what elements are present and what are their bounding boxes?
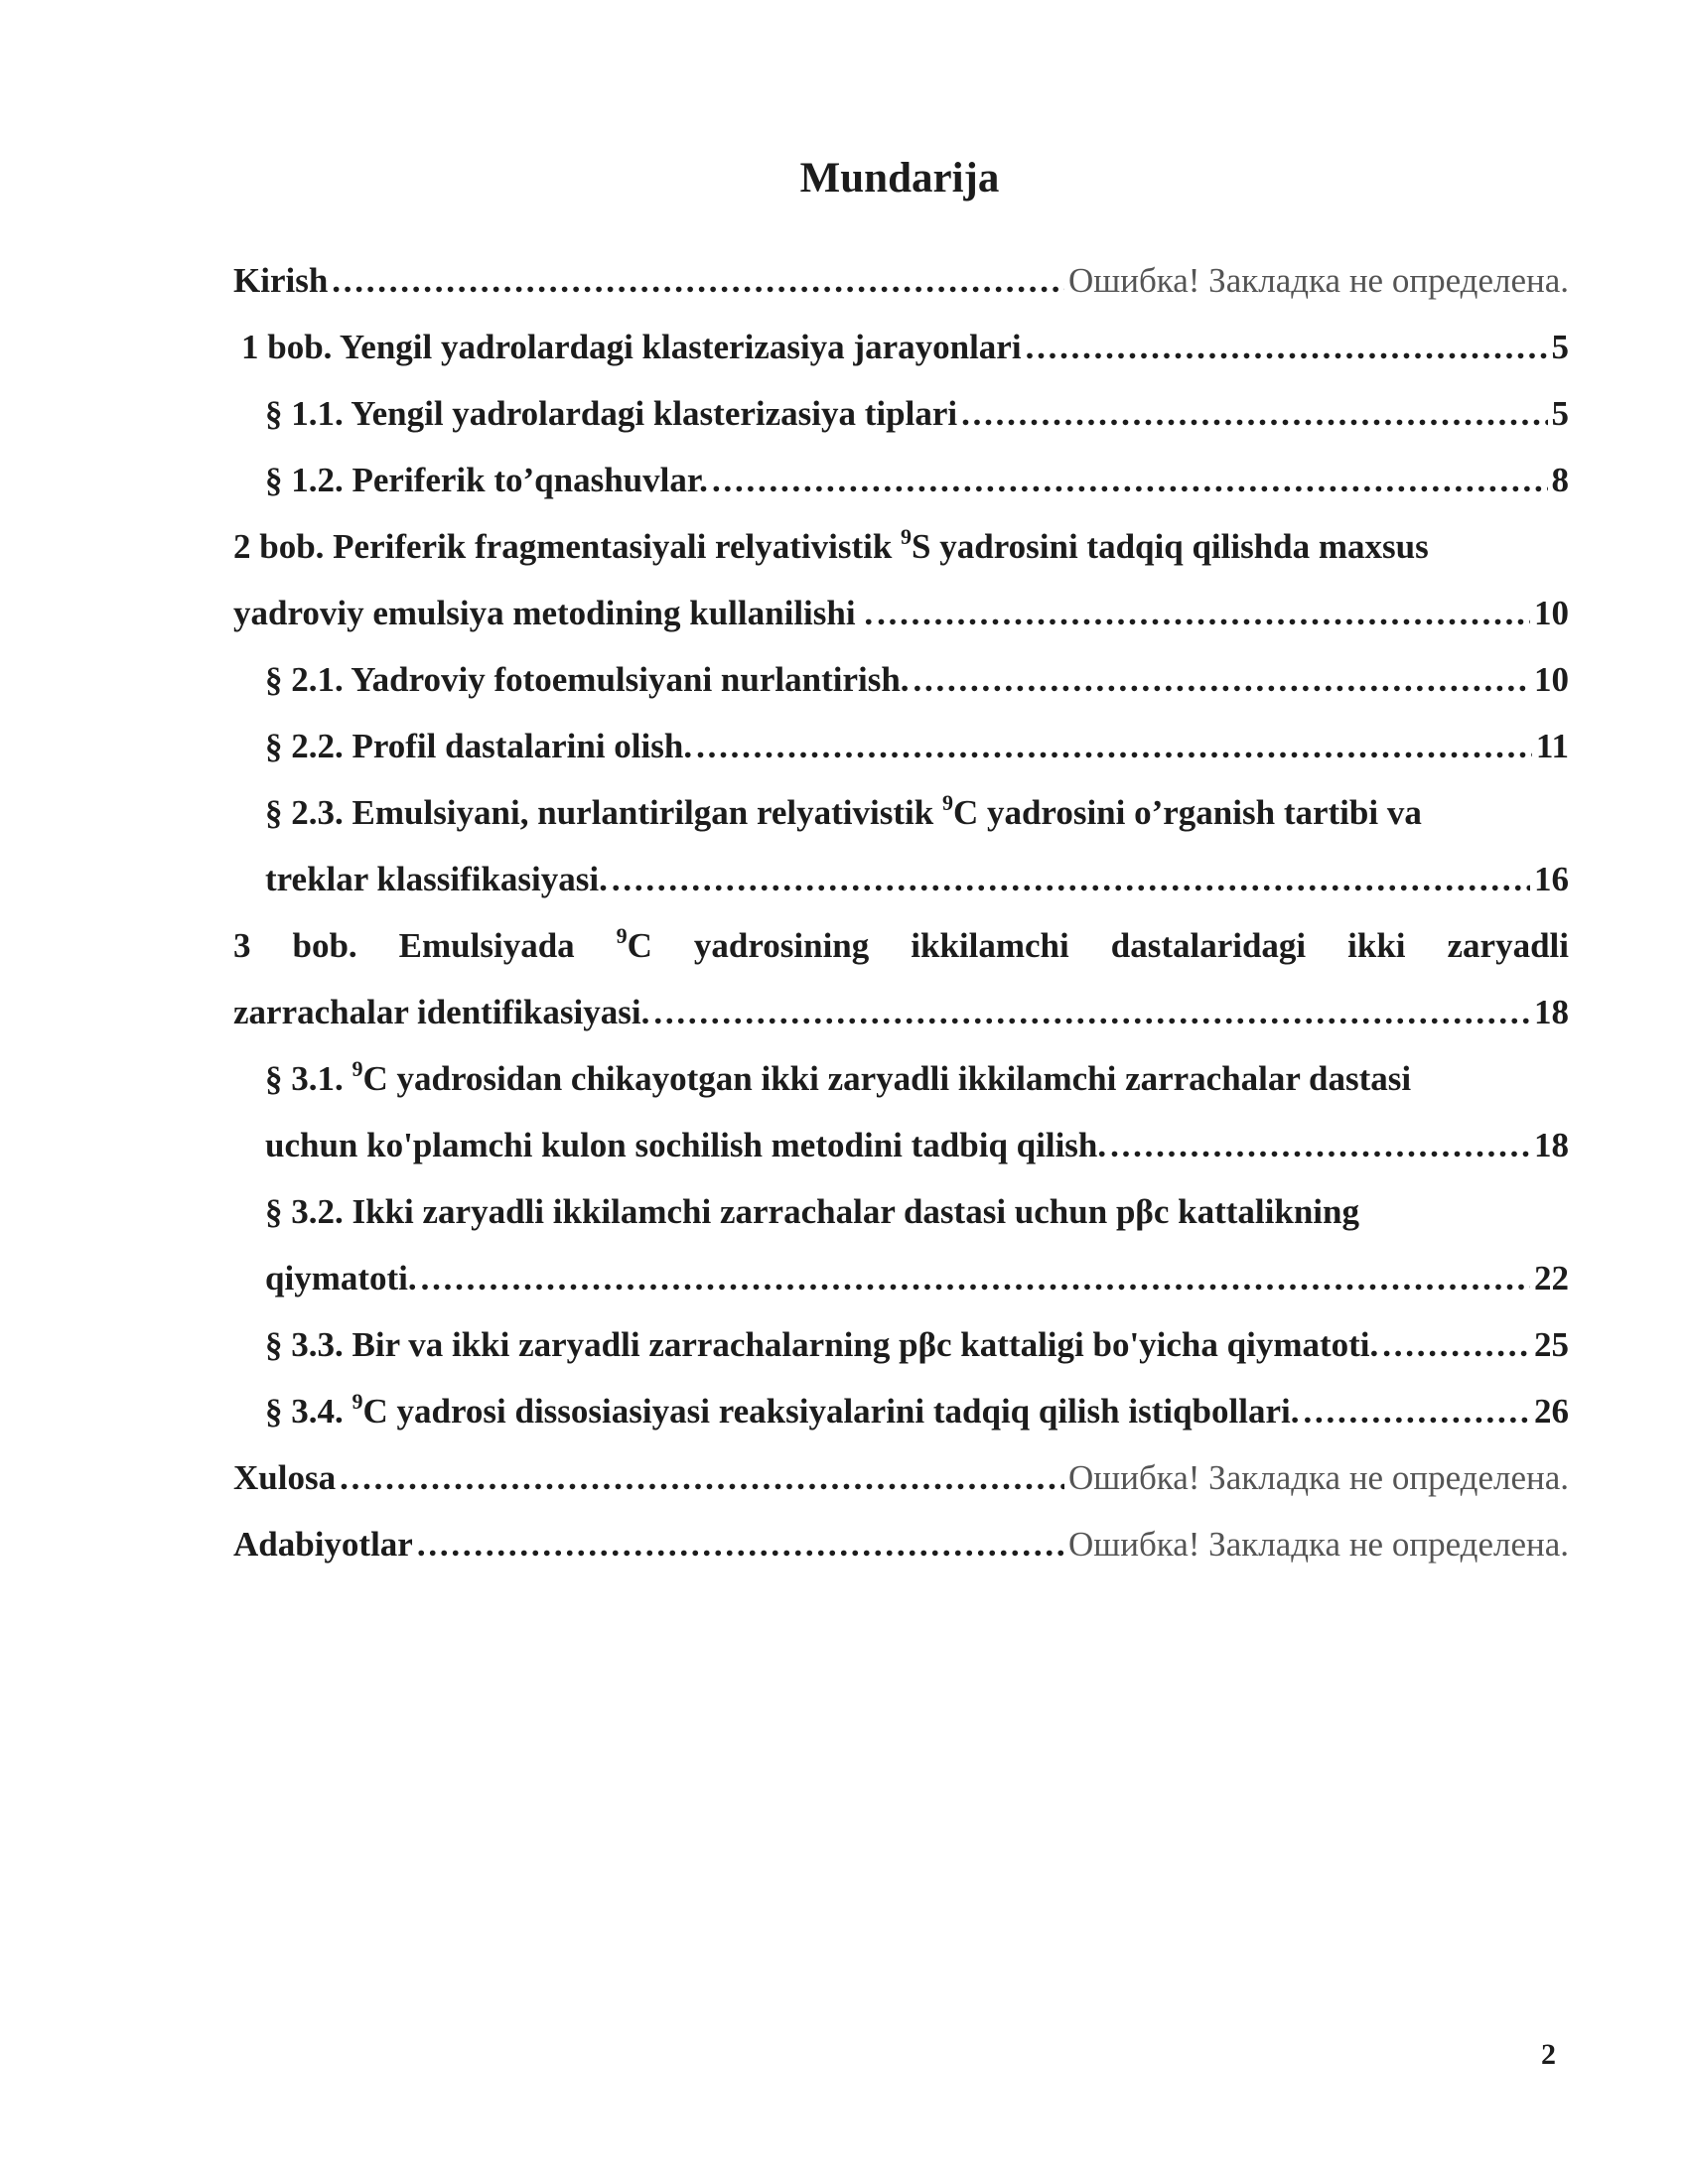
page-title: Mundarija (799, 155, 1000, 202)
toc-entry-label: § 3.4. $^9$C yadrosi dissosiasiyasi reaksiyalarini tadqiq qilish istiqbollari. (265, 1389, 1300, 1431)
dot-leader (1382, 1325, 1530, 1365)
toc-entry-text: § 3.1. $^9$C yadrosidan chikayotgan ikki zaryadli ikkilamchi zarrachalar dastasi (265, 1056, 1412, 1098)
toc-entry-chapter-3[interactable] (233, 909, 1569, 1042)
toc-entry-line-2 (233, 1109, 1569, 1175)
toc-page-number: 8 (1551, 461, 1569, 499)
toc-entry-text: § 2.3. Emulsiyani, nurlantirilgan relyativistik $^9$C yadrosini o’rganish tartibi va (265, 790, 1422, 832)
toc-entry-line-1 (233, 909, 1569, 976)
toc-entry-section-1-1[interactable] (233, 377, 1569, 444)
toc-page-number: 11 (1535, 727, 1569, 765)
toc-page-number: 10 (1534, 660, 1569, 699)
toc-page-number: 18 (1534, 993, 1569, 1031)
bookmark-error-text: Ошибка! Закладка не определена. (1068, 1458, 1569, 1497)
superscript-mass-number: 9 (352, 1389, 363, 1414)
toc-entry-line-1 (233, 776, 1569, 843)
toc-entry-text: § 3.2. Ikki zaryadli ikkilamchi zarrachalar dastasi uchun pβc kattalikning (265, 1192, 1359, 1231)
toc-entry-xulosa[interactable] (233, 1441, 1569, 1508)
word: zaryadli (1447, 926, 1569, 965)
toc-entry-label: § 1.1. Yengil yadrolardagi klasterizasiya tiplari (265, 394, 958, 433)
toc-entry-label: § 1.2. Periferik to’qnashuvlar. (265, 461, 708, 499)
dot-leader (612, 860, 1530, 899)
dot-leader (712, 461, 1548, 500)
toc-entry-adabiyotlar[interactable] (233, 1508, 1569, 1574)
dot-leader (961, 394, 1547, 434)
superscript-mass-number: 9 (901, 524, 913, 549)
toc-entry-line-1 (233, 1042, 1569, 1109)
dot-leader (417, 1525, 1064, 1565)
word: bob. (292, 926, 357, 965)
toc-entry-label: zarrachalar identifikasiyasi. (233, 993, 650, 1031)
toc-page-number: 16 (1534, 860, 1569, 898)
toc-page-number: 25 (1534, 1325, 1569, 1364)
word: ikki (1347, 926, 1406, 965)
dot-leader (1303, 1392, 1530, 1432)
toc-entry-label: Adabiyotlar (233, 1525, 413, 1564)
toc-entry-chapter-2[interactable] (233, 510, 1569, 643)
toc-entry-chapter-1[interactable] (233, 311, 1569, 377)
word: Emulsiyada (398, 926, 575, 965)
toc-entry-label: § 3.3. Bir va ikki zaryadli zarrachalarning pβc kattaligi bo'yicha qiymatoti. (265, 1325, 1379, 1364)
dot-leader (1110, 1126, 1530, 1165)
toc-entry-line-1 (233, 510, 1569, 577)
toc-page-number: 5 (1551, 328, 1569, 366)
dot-leader (877, 594, 1530, 633)
word: ikkilamchi (911, 926, 1069, 965)
dot-leader (914, 660, 1530, 700)
dot-leader (421, 1259, 1530, 1298)
superscript-mass-number: 9 (352, 1056, 363, 1081)
toc-page-number: 5 (1551, 394, 1569, 433)
toc-entry-label: yadroviy emulsiya metodining kullanilishi . (233, 594, 874, 632)
toc-entry-label: § 2.1. Yadroviy fotoemulsiyani nurlantirish. (265, 660, 910, 699)
toc-entry-label: § 2.2. Profil dastalarini olish. (265, 727, 693, 765)
dot-leader (1026, 328, 1548, 367)
bookmark-error-text: Ошибка! Закладка не определена. (1068, 261, 1569, 300)
toc-entry-section-1-2[interactable] (233, 444, 1569, 510)
toc-entry-label: Kirish (233, 261, 329, 300)
dot-leader (332, 261, 1064, 301)
toc-entry-line-1 (233, 1175, 1569, 1242)
toc-entry-line-2 (233, 976, 1569, 1042)
table-of-contents (233, 244, 1569, 1574)
toc-page-number: 22 (1534, 1259, 1569, 1297)
superscript-mass-number: 9 (941, 790, 953, 815)
toc-entry-label: 1 bob. Yengil yadrolardagi klasterizasiya jarayonlari (241, 328, 1022, 366)
dot-leader (340, 1458, 1064, 1498)
page-number: 2 (1541, 2038, 1556, 2071)
word: dastalaridagi (1110, 926, 1307, 965)
toc-page-number: 10 (1534, 594, 1569, 632)
toc-entry-section-2-2[interactable] (233, 710, 1569, 776)
word: 3 (233, 926, 251, 965)
toc-entry-section-3-4[interactable] (233, 1375, 1569, 1441)
word: $^9$C (616, 923, 652, 965)
toc-entry-label: qiymatoti. (265, 1259, 417, 1297)
toc-entry-label: uchun ko'plamchi kulon sochilish metodini tadbiq qilish. (265, 1126, 1107, 1164)
bookmark-error-text: Ошибка! Закладка не определена. (1068, 1525, 1569, 1564)
toc-entry-section-3-3[interactable] (233, 1308, 1569, 1375)
superscript-mass-number: 9 (616, 923, 628, 948)
toc-entry-label: Xulosa (233, 1458, 337, 1497)
toc-entry-section-3-1[interactable] (233, 1042, 1569, 1175)
toc-entry-section-2-1[interactable] (233, 643, 1569, 710)
toc-entry-kirish[interactable] (233, 244, 1569, 311)
toc-entry-section-3-2[interactable] (233, 1175, 1569, 1308)
toc-entry-text: 2 bob. Periferik fragmentasiyali relyativistik $^9$S yadrosini tadqiq qilishda maxsus (233, 524, 1429, 566)
toc-entry-line-2 (233, 577, 1569, 643)
toc-entry-section-2-3[interactable] (233, 776, 1569, 909)
toc-page-number: 26 (1534, 1392, 1569, 1431)
dot-leader (653, 993, 1530, 1032)
toc-entry-line-2 (233, 843, 1569, 909)
dot-leader (696, 727, 1532, 766)
toc-page-number: 18 (1534, 1126, 1569, 1164)
toc-entry-label: treklar klassifikasiyasi. (265, 860, 608, 898)
word: yadrosining (693, 926, 870, 965)
toc-entry-line-2 (233, 1242, 1569, 1308)
